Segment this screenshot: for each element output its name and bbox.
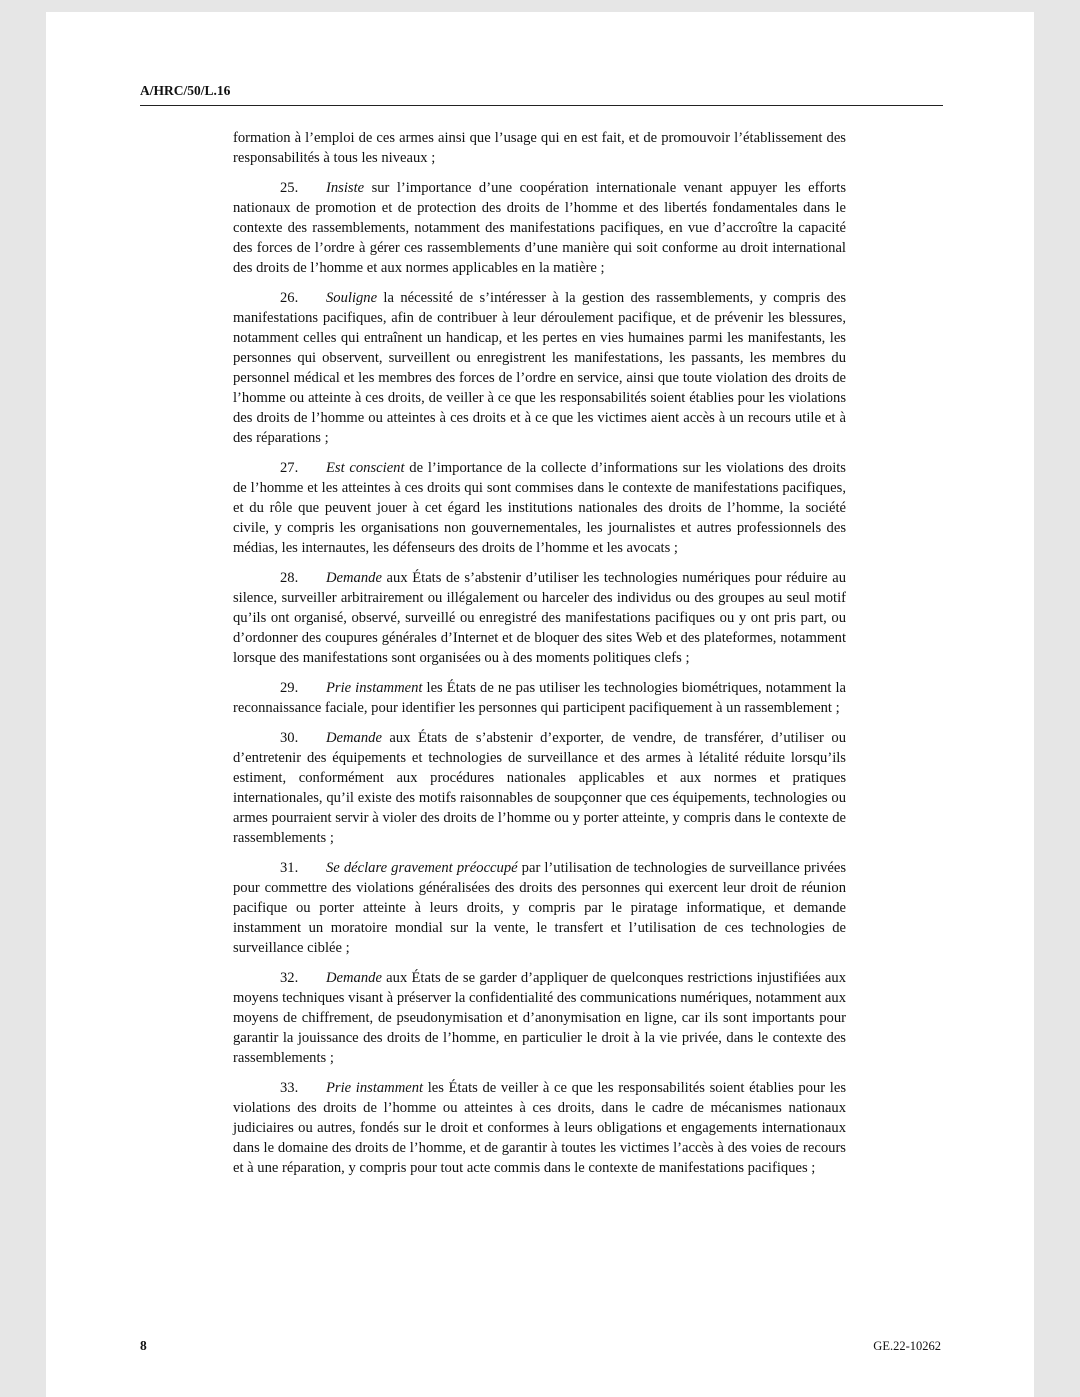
paragraph-text: les États de veiller à ce que les responsabilités soient établies pour les violations des droits de l’homme ou atteintes à ces droits, dans le cadre de mécanismes nationaux judiciaires ou autres, fondés sur le droit et conformes à leurs obligations et engagements internationaux dans le domaine des droits de l’homme, et de garantir à toutes les victimes l’accès à des voies de recours et à une réparation, y compris pour tout acte commis dans le contexte de manifestations pacifiques ; [233,1080,846,1176]
paragraph-text: la nécessité de s’intéresser à la gestion des rassemblements, y compris des manifestations pacifiques, afin de contribuer à leur déroulement pacifique, et de prévenir les blessures, notamment celles qui entraînent un handicap, et les pertes en vies humaines parmi les manifestants, les personnes qui observent, surveillent ou enregistrent les manifestations, les passants, les membres du personnel médical et les membres des forces de l’ordre en service, ainsi que toute violation des droits de l’homme ou atteinte à ces droits, de veiller à ce que les responsabilités soient établies pour les violations des droits de l’homme ou atteintes à ces droits et à ce que les victimes aient accès à un recours utile et à des réparations ; [233,290,846,446]
paragraph-number: 29. [280,680,299,696]
paragraph-keyword: Insiste [326,180,365,196]
paragraph-keyword: Prie instamment [326,1080,424,1096]
paragraph-29 [233,678,846,718]
paragraph-31 [233,858,846,958]
paragraph-text: par l’utilisation de technologies de surveillance privées pour commettre des violations généralisées des droits des personnes qui exercent leur droit de réunion pacifique ou porter atteinte à leurs droits, y compris par le piratage informatique, et demande instamment un moratoire mondial sur la vente, le transfert et l’utilisation de ces technologies de surveillance ciblée ; [233,860,846,956]
paragraph-30 [233,728,846,848]
paragraph-26 [233,288,846,448]
paragraph-number: 32. [280,970,299,986]
paragraph-number: 27. [280,460,299,476]
document-page [46,12,1034,1397]
paragraph-text: aux États de s’abstenir d’exporter, de vendre, de transférer, d’utiliser ou d’entretenir des équipements et technologies de surveillance et des armes à létalité réduite lorsqu’ils estiment, conformément aux procédures nationales applicables et aux normes et pratiques internationales, qu’il existe des motifs raisonnables de soupçonner que ces équipements, technologies ou armes pourraient servir à violer des droits de l’homme ou y porter atteinte, y compris dans le contexte de rassemblements ; [233,730,846,846]
paragraph-32 [233,968,846,1068]
job-number: GE.22-10262 [873,1339,941,1353]
paragraph-text: aux États de se garder d’appliquer de quelconques restrictions injustifiées aux moyens techniques visant à préserver la confidentialité des communications numériques, notamment aux moyens de chiffrement, de pseudonymisation et d’anonymisation en ligne, car ils sont importants pour garantir la jouissance des droits de l’homme, en particulier le droit à la vie privée, dans le contexte des rassemblements ; [233,970,846,1066]
document-body [233,128,846,1188]
paragraph-text: les États de ne pas utiliser les technologies biométriques, notamment la reconnaissance faciale, pour identifier les personnes qui participent pacifiquement à un rassemblement ; [233,680,846,716]
paragraph-number: 31. [280,860,299,876]
paragraph-keyword: Demande [326,570,382,586]
paragraph-keyword: Demande [326,970,382,986]
paragraph-28 [233,568,846,668]
page-number: 8 [140,1338,147,1353]
page-header [140,82,943,106]
paragraph-27 [233,458,846,558]
paragraph-keyword: Souligne [326,290,378,306]
paragraph-text: aux États de s’abstenir d’utiliser les technologies numériques pour réduire au silence, surveiller arbitrairement ou illégalement ou harceler des individus ou des groupes au seul motif qu’ils ont organisé, observé, surveillé ou enregistré des manifestations pacifiques ou y ont pris part, ou d’ordonner des coupures générales d’Internet et de bloquer des sites Web et des plateformes, notamment lorsque des manifestations sont organisées ou à des moments politiques clefs ; [233,570,846,666]
paragraph-number: 28. [280,570,299,586]
paragraph-keyword: Demande [326,730,382,746]
paragraph-25 [233,178,846,278]
document-symbol: A/HRC/50/L.16 [140,83,231,98]
paragraph-keyword: Est conscient [326,460,405,476]
paragraph-keyword: Se déclare gravement préoccupé [326,860,518,876]
paragraph-number: 33. [280,1080,299,1096]
paragraph-number: 26. [280,290,299,306]
paragraph-number: 30. [280,730,299,746]
paragraph-number: 25. [280,180,299,196]
continuation-paragraph: formation à l’emploi de ces armes ainsi que l’usage qui en est fait, et de promouvoir l’établissement des responsabilités à tous les niveaux ; [233,130,846,166]
paragraph-text: de l’importance de la collecte d’informations sur les violations des droits de l’homme et les atteintes à ces droits qui sont commises dans le contexte de manifestations pacifiques, et du rôle que peuvent jouer à cet égard les institutions nationales des droits de l’homme, la société civile, y compris les organisations non gouvernementales, les journalistes et autres professionnels des médias, les internautes, les défenseurs des droits de l’homme et les avocats ; [233,460,846,556]
paragraph-text: sur l’importance d’une coopération internationale venant appuyer les efforts nationaux de promotion et de protection des droits de l’homme et des libertés fondamentales dans le contexte des rassemblements, notamment des manifestations pacifiques, en vue d’accroître la capacité des forces de l’ordre à gérer ces rassemblements d’une manière qui soit conforme au droit international des droits de l’homme et aux normes applicables en la matière ; [233,180,846,276]
paragraph-keyword: Prie instamment [326,680,423,696]
paragraph-33 [233,1078,846,1178]
